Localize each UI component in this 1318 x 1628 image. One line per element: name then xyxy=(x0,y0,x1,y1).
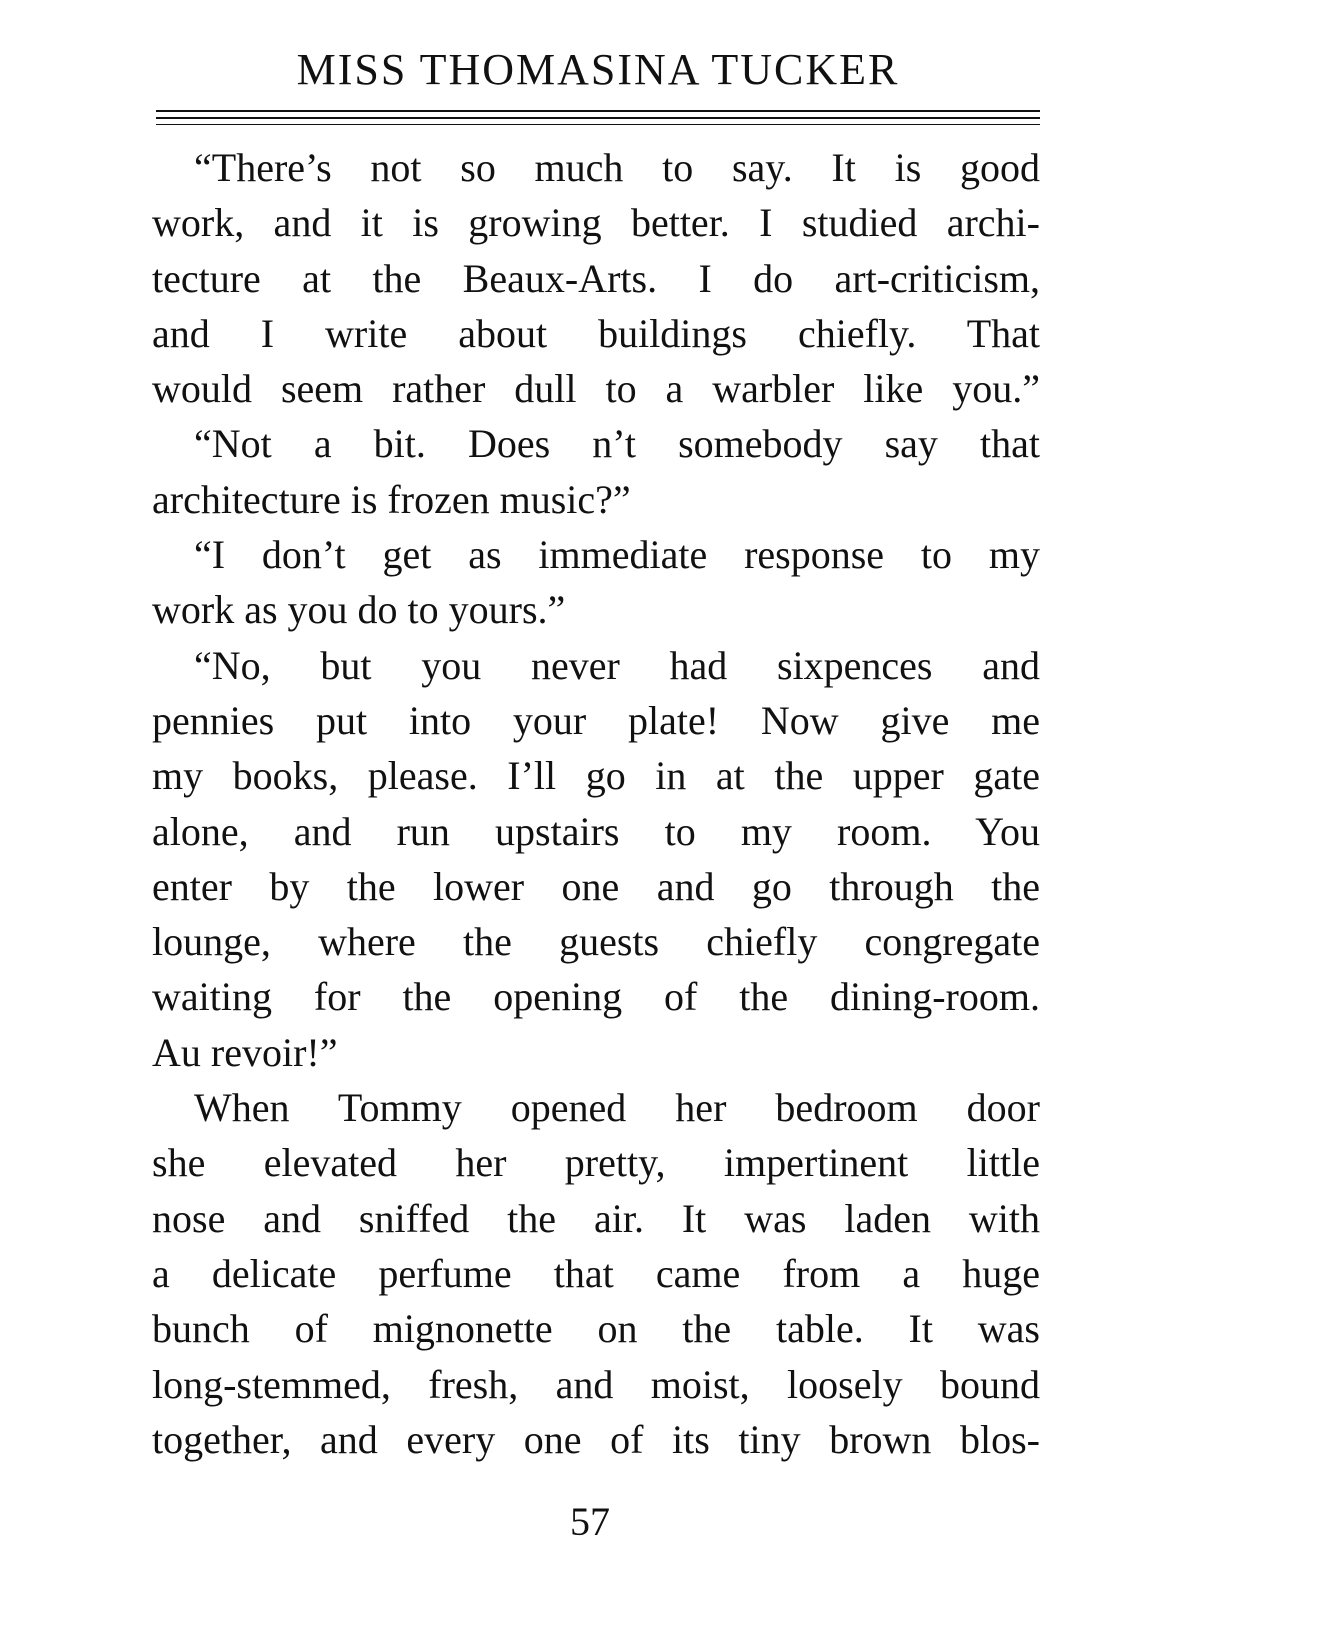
text-line: work as you do to yours.” xyxy=(152,587,566,633)
text-line: long-stemmed, fresh, and moist, loosely bound xyxy=(152,1361,1040,1407)
text-line: enter by the lower one and go through the xyxy=(152,863,1040,909)
text-line: architecture is frozen music?” xyxy=(152,476,631,522)
text-line: work, and it is growing better. I studied archi- xyxy=(152,200,1040,246)
page-number: 57 xyxy=(570,1499,610,1544)
text-line: and I write about buildings chiefly. That xyxy=(152,310,1040,356)
text-line: When Tommy opened her bedroom door xyxy=(194,1085,1040,1131)
text-line: together, and every one of its tiny brown blos- xyxy=(152,1416,1040,1462)
header-rule-top xyxy=(156,110,1040,112)
header-rule-middle xyxy=(156,117,1040,119)
text-line: waiting for the opening of the dining-room. xyxy=(152,974,1040,1020)
text-line: she elevated her pretty, impertinent little xyxy=(152,1140,1040,1186)
text-line: “No, but you never had sixpences and xyxy=(194,642,1040,688)
text-line: “Not a bit. Does n’t somebody say that xyxy=(194,421,1040,467)
text-line: pennies put into your plate! Now give me xyxy=(152,697,1040,743)
text-line: nose and sniffed the air. It was laden with xyxy=(152,1195,1040,1241)
text-line: a delicate perfume that came from a huge xyxy=(152,1250,1040,1296)
body-text xyxy=(152,140,1040,1467)
text-line: would seem rather dull to a warbler like you.” xyxy=(152,366,1040,412)
text-line: “There’s not so much to say. It is good xyxy=(194,145,1040,190)
text-line: “I don’t get as immediate response to my xyxy=(194,532,1040,578)
text-line: bunch of mignonette on the table. It was xyxy=(152,1306,1040,1352)
header-rule-bottom xyxy=(156,124,1040,125)
text-line: my books, please. I’ll go in at the upper gate xyxy=(152,753,1040,799)
running-head: MISS THOMASINA TUCKER xyxy=(296,45,900,94)
text-line: tecture at the Beaux-Arts. I do art-criticism, xyxy=(152,255,1040,301)
text-line: alone, and run upstairs to my room. You xyxy=(152,808,1040,854)
text-line: Au revoir!” xyxy=(152,1029,338,1075)
text-line: lounge, where the guests chiefly congregate xyxy=(152,919,1040,965)
